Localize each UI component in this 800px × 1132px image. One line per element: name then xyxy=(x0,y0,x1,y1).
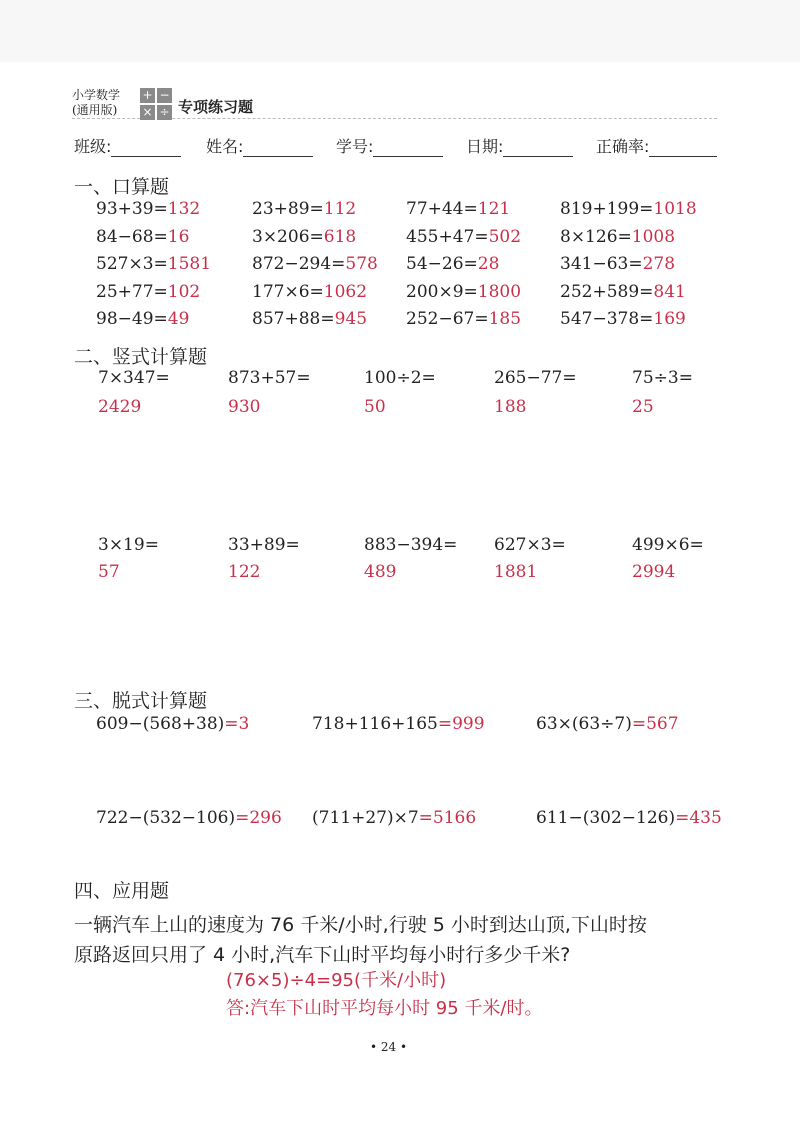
vertical-question: 499×6= xyxy=(632,535,704,555)
header-title: 专项练习题 xyxy=(178,98,254,116)
problem-line-1: 一辆汽车上山的速度为 76 千米/小时,行驶 5 小时到达山顶,下山时按 xyxy=(74,914,647,936)
step-question: (711+27)×7 xyxy=(312,808,419,828)
oral-answer: 28 xyxy=(477,254,500,274)
oral-question: 54−26= xyxy=(406,254,478,274)
subject-line-2: (通用版) xyxy=(72,103,118,117)
oral-answer: 1800 xyxy=(477,281,522,302)
oral-answer: 618 xyxy=(323,226,357,247)
step-question: 718+116+165 xyxy=(312,714,438,734)
section3-title: 三、脱式计算题 xyxy=(74,690,208,712)
section4-title: 四、应用题 xyxy=(74,880,170,902)
oral-item xyxy=(560,282,686,302)
student-id-field[interactable] xyxy=(336,134,443,157)
oral-answer: 121 xyxy=(477,199,511,219)
vertical-question: 33+89= xyxy=(228,535,300,555)
oral-answer: 578 xyxy=(345,254,378,274)
vertical-answer: 25 xyxy=(632,397,654,417)
vertical-answer: 930 xyxy=(228,397,261,417)
problem-line-2: 原路返回只用了 4 小时,汽车下山时平均每小时行多少千米? xyxy=(74,944,571,966)
step-item xyxy=(536,808,722,828)
oral-question: 23+89= xyxy=(252,199,324,219)
oral-item xyxy=(560,309,686,329)
oral-item xyxy=(96,199,200,219)
step-question: 609−(568+38) xyxy=(96,714,225,734)
oral-item xyxy=(406,309,521,329)
vertical-answer: 489 xyxy=(364,562,397,582)
plus-icon: + xyxy=(140,88,155,103)
step-item xyxy=(536,714,679,734)
oral-question: 819+199= xyxy=(560,199,654,219)
oral-question: 252−67= xyxy=(406,309,489,329)
oral-item xyxy=(252,309,367,329)
step-answer: =435 xyxy=(675,808,722,828)
oral-question: 200×9= xyxy=(406,281,478,302)
section2-title: 二、竖式计算题 xyxy=(74,346,208,368)
step-item xyxy=(312,714,485,734)
oral-item xyxy=(252,199,356,219)
step-item xyxy=(96,808,282,828)
oral-answer: 278 xyxy=(642,254,676,274)
oral-answer: 1581 xyxy=(167,254,212,274)
oral-question: 84−68= xyxy=(96,226,168,247)
vertical-question: 100÷2= xyxy=(364,368,436,388)
vertical-answer: 57 xyxy=(98,562,120,582)
oral-answer: 169 xyxy=(653,309,686,329)
minus-icon: − xyxy=(157,88,172,103)
top-band xyxy=(0,0,800,62)
step-item xyxy=(96,714,249,734)
divide-icon: ÷ xyxy=(157,105,172,120)
oral-answer: 185 xyxy=(488,309,522,329)
oral-question: 547−378= xyxy=(560,309,654,329)
accuracy-field[interactable] xyxy=(596,134,717,157)
oral-question: 872−294= xyxy=(252,254,346,274)
oral-question: 527×3= xyxy=(96,254,168,274)
oral-item xyxy=(252,254,378,274)
vertical-question: 873+57= xyxy=(228,368,311,388)
step-item xyxy=(312,808,476,828)
times-icon: × xyxy=(140,105,155,120)
step-question: 611−(302−126) xyxy=(536,808,676,828)
oral-question: 93+39= xyxy=(96,199,168,219)
subject-line-1: 小学数学 xyxy=(72,88,121,102)
oral-answer: 112 xyxy=(323,199,357,219)
oral-question: 8×126= xyxy=(560,226,632,247)
vertical-question: 7×347= xyxy=(98,368,170,388)
name-label: 姓名: xyxy=(206,137,244,156)
oral-answer: 132 xyxy=(167,199,201,219)
subject-label xyxy=(72,88,120,118)
oral-answer: 841 xyxy=(653,281,686,302)
oral-item xyxy=(406,254,499,274)
oral-answer: 102 xyxy=(167,281,201,302)
oral-answer: 502 xyxy=(488,226,522,247)
oral-item xyxy=(406,227,521,247)
page-header xyxy=(72,88,717,119)
oral-answer: 1018 xyxy=(653,199,697,219)
student-id-label: 学号: xyxy=(336,137,374,156)
date-label: 日期: xyxy=(466,137,504,156)
oral-answer: 49 xyxy=(167,309,190,329)
oral-answer: 1008 xyxy=(631,226,676,247)
class-label: 班级: xyxy=(74,137,112,156)
step-question: 63×(63÷7) xyxy=(536,714,632,734)
vertical-answer: 122 xyxy=(228,562,261,582)
answer-line-1: (76×5)÷4=95(千米/小时) xyxy=(226,970,447,991)
oral-item xyxy=(560,227,675,247)
oral-item xyxy=(96,254,211,274)
oral-answer: 1062 xyxy=(323,281,368,302)
oral-question: 455+47= xyxy=(406,226,489,247)
vertical-answer: 188 xyxy=(494,397,527,417)
oral-question: 177×6= xyxy=(252,281,324,302)
vertical-question: 627×3= xyxy=(494,535,566,555)
oral-item xyxy=(252,282,367,302)
oral-question: 3×206= xyxy=(252,226,324,247)
step-question: 722−(532−106) xyxy=(96,808,236,828)
oral-item xyxy=(252,227,356,247)
step-answer: =567 xyxy=(631,714,679,734)
oral-item xyxy=(406,282,521,302)
vertical-question: 883−394= xyxy=(364,535,458,555)
operations-icon xyxy=(140,88,172,120)
oral-answer: 16 xyxy=(167,226,190,247)
oral-question: 857+88= xyxy=(252,309,335,329)
step-answer: =5166 xyxy=(418,808,477,828)
page-number: • 24 • xyxy=(370,1040,408,1054)
vertical-answer: 1881 xyxy=(494,562,538,582)
accuracy-label: 正确率: xyxy=(596,137,650,156)
date-field[interactable] xyxy=(466,134,573,157)
class-field[interactable] xyxy=(74,134,181,157)
vertical-question: 3×19= xyxy=(98,535,159,555)
vertical-answer: 50 xyxy=(364,397,386,417)
oral-question: 77+44= xyxy=(406,199,478,219)
name-field[interactable] xyxy=(206,134,313,157)
oral-item xyxy=(96,282,200,302)
step-answer: =999 xyxy=(437,714,485,734)
oral-item xyxy=(560,254,675,274)
vertical-question: 265−77= xyxy=(494,368,577,388)
oral-item xyxy=(406,199,510,219)
vertical-question: 75÷3= xyxy=(632,368,693,388)
oral-question: 98−49= xyxy=(96,309,168,329)
step-answer: =296 xyxy=(235,808,282,828)
oral-question: 341−63= xyxy=(560,254,643,274)
oral-question: 25+77= xyxy=(96,281,168,302)
oral-item xyxy=(96,227,189,247)
step-answer: =3 xyxy=(224,714,250,734)
oral-answer: 945 xyxy=(334,309,368,329)
answer-line-2: 答:汽车下山时平均每小时 95 千米/时。 xyxy=(226,998,543,1019)
oral-item xyxy=(96,309,189,329)
oral-question: 252+589= xyxy=(560,281,654,302)
vertical-answer: 2429 xyxy=(98,397,142,417)
oral-item xyxy=(560,199,697,219)
section1-title: 一、口算题 xyxy=(74,176,170,198)
vertical-answer: 2994 xyxy=(632,562,676,582)
